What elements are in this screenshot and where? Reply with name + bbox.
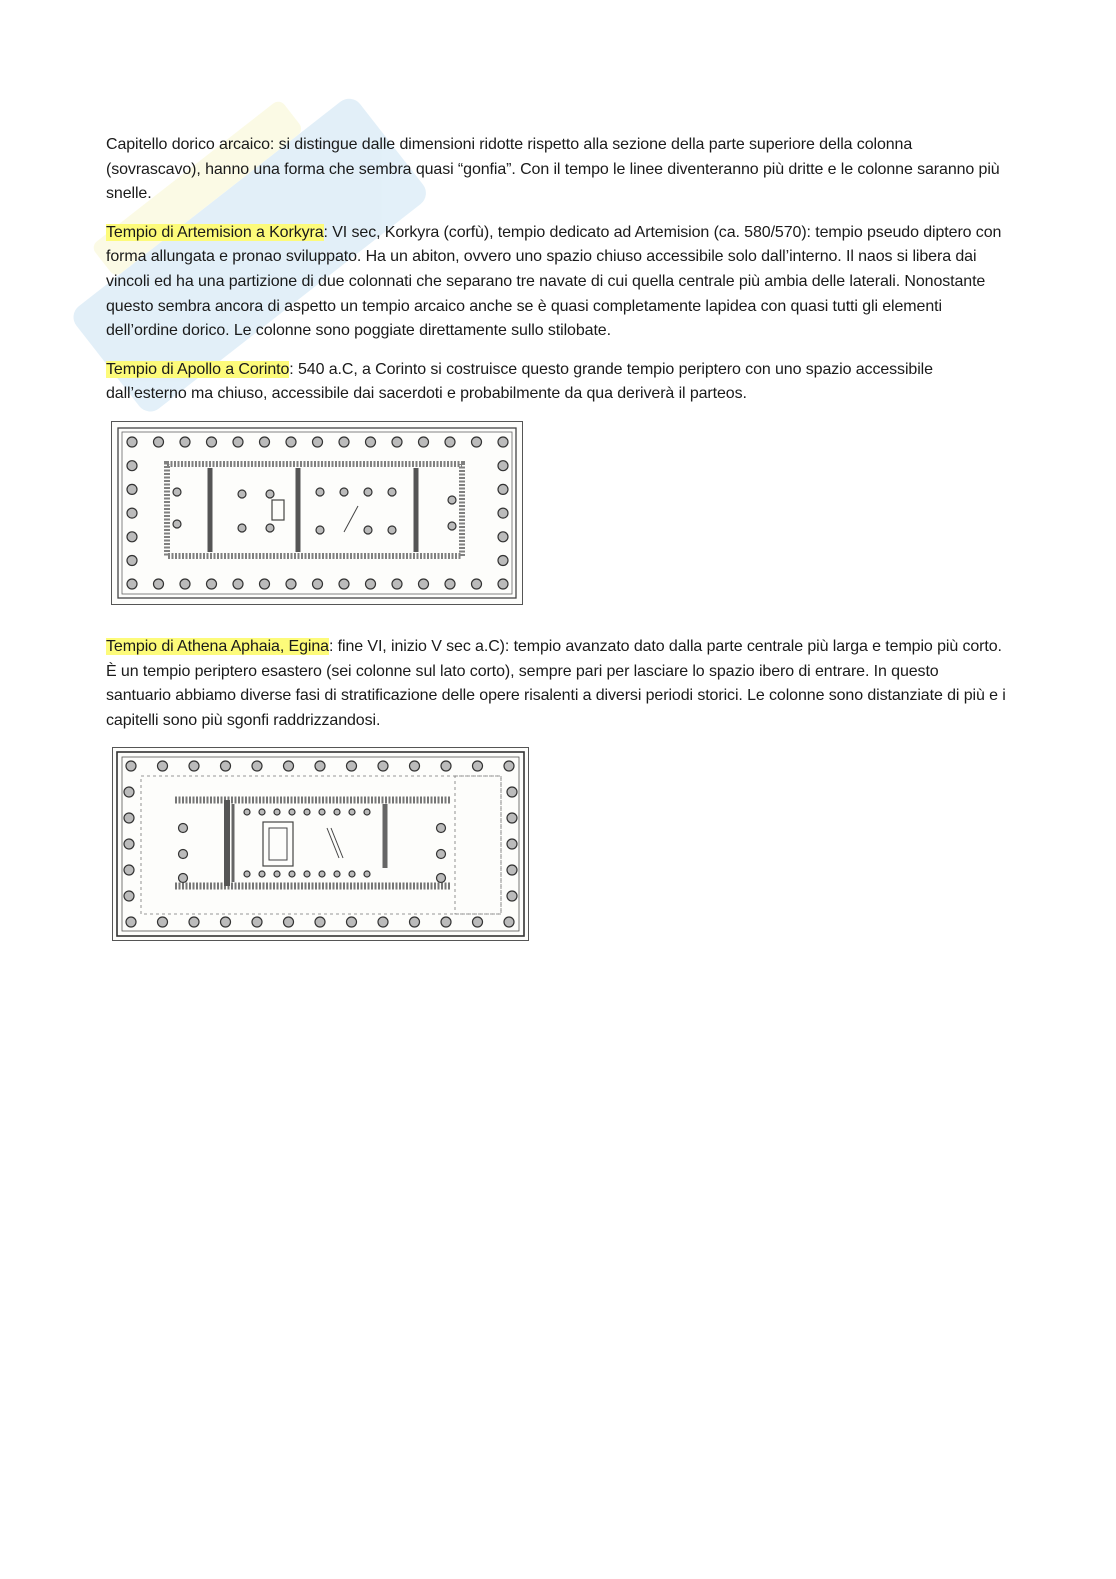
column-mark (410, 917, 420, 927)
column-mark (286, 579, 296, 589)
column-mark (441, 917, 451, 927)
column-mark (441, 761, 451, 771)
highlight-title-artemision: Tempio di Artemision a Korkyra (106, 223, 324, 241)
column-mark (189, 917, 199, 927)
column-mark (315, 917, 325, 927)
column-mark (334, 809, 340, 815)
column-mark (127, 508, 137, 518)
column-mark (313, 437, 323, 447)
column-mark (473, 761, 483, 771)
column-mark (364, 871, 370, 877)
column-mark (366, 437, 376, 447)
column-mark (259, 809, 265, 815)
column-mark (448, 496, 456, 504)
column-mark (316, 526, 324, 534)
column-mark (437, 850, 446, 859)
column-mark (419, 437, 429, 447)
column-mark (498, 461, 508, 471)
column-mark (507, 787, 517, 797)
column-mark (473, 917, 483, 927)
column-mark (507, 891, 517, 901)
column-mark (448, 522, 456, 530)
column-mark (364, 809, 370, 815)
column-mark (124, 865, 134, 875)
column-mark (366, 579, 376, 589)
column-mark (266, 490, 274, 498)
column-mark (158, 917, 168, 927)
column-mark (364, 488, 372, 496)
column-mark (179, 824, 188, 833)
column-mark (339, 579, 349, 589)
column-mark (274, 871, 280, 877)
column-mark (127, 461, 137, 471)
highlight-title-athena: Tempio di Athena Aphaia, Egina (106, 637, 329, 655)
column-mark (221, 917, 231, 927)
column-mark (419, 579, 429, 589)
column-mark (252, 917, 262, 927)
paragraph-capitello: Capitello dorico arcaico: si distingue dalle dimensioni ridotte rispetto alla sezione della parte superiore della colonna (sovrascavo), hanno una forma che sembra quasi “gonfia”. Con il tempo le linee diventeranno più dritte e le colonne saranno più snelle. (106, 136, 1000, 203)
column-mark (339, 437, 349, 447)
column-mark (286, 437, 296, 447)
column-mark (504, 917, 514, 927)
column-mark (238, 524, 246, 532)
column-mark (347, 917, 357, 927)
column-mark (410, 761, 420, 771)
paragraph-artemision (106, 221, 1006, 344)
column-mark (437, 824, 446, 833)
column-mark (392, 579, 402, 589)
column-mark (304, 871, 310, 877)
paragraph-athena (106, 635, 1006, 733)
column-mark (127, 437, 137, 447)
column-mark (126, 917, 136, 927)
column-mark (173, 520, 181, 528)
column-mark (498, 437, 508, 447)
column-mark (179, 850, 188, 859)
column-mark (154, 437, 164, 447)
column-mark (158, 761, 168, 771)
column-mark (340, 488, 348, 496)
column-mark (378, 761, 388, 771)
column-mark (313, 579, 323, 589)
column-mark (315, 761, 325, 771)
column-mark (378, 917, 388, 927)
column-mark (127, 555, 137, 565)
column-mark (498, 555, 508, 565)
column-mark (127, 579, 137, 589)
column-mark (189, 761, 199, 771)
column-mark (173, 488, 181, 496)
text-artemision: : VI sec, Korkyra (corfù), tempio dedicato ad Artemision (ca. 580/570): tempio pseudo diptero con forma allungata e pronao sviluppato. Ha un abiton, ovvero uno spazio chiuso accessibile solo dall’interno. Il naos si libera dai vincoli ed ha una partizione di due colonnati che separano tre navate di cui quella centrale più ambia delle laterali. Nonostante questo sembra ancora di aspetto un tempio arcaico anche se è quasi completamente lapidea con quasi tutti gli elementi dell’ordine dorico. Le colonne sono poggiate direttamente sullo stilobate. (106, 223, 1002, 340)
column-mark (127, 484, 137, 494)
column-mark (238, 490, 246, 498)
column-mark (498, 484, 508, 494)
column-mark (244, 871, 250, 877)
column-mark (392, 437, 402, 447)
column-mark (124, 813, 134, 823)
column-mark (259, 871, 265, 877)
column-mark (364, 526, 372, 534)
column-mark (266, 524, 274, 532)
column-mark (289, 871, 295, 877)
column-mark (319, 871, 325, 877)
column-mark (304, 809, 310, 815)
text-apollo: : 540 a.C, a Corinto si costruisce questo grande tempio periptero con uno spazio accessibile dall’esterno ma chiuso, accessibile dai sacerdoti e probabilmente da qua deriverà il parteos. (106, 360, 933, 403)
column-mark (349, 809, 355, 815)
column-mark (319, 809, 325, 815)
column-mark (388, 488, 396, 496)
column-mark (498, 532, 508, 542)
column-mark (445, 437, 455, 447)
column-mark (437, 874, 446, 883)
column-mark (260, 579, 270, 589)
column-mark (498, 579, 508, 589)
column-mark (244, 809, 250, 815)
column-mark (207, 437, 217, 447)
column-mark (127, 532, 137, 542)
text-athena: : fine VI, inizio V sec a.C): tempio avanzato dato dalla parte centrale più larga e tempio più corto. È un tempio periptero esastero (sei colonne sul lato corto), sempre pari per lasciare lo spazio ibero di entrare. In questo santuario abbiamo diverse fasi di stratificazione delle opere risalenti a diversi periodi storici. Le colonne sono distanziate di più e i capitelli sono più sgonfi raddrizzandosi. (106, 637, 1006, 729)
column-mark (507, 839, 517, 849)
column-mark (472, 579, 482, 589)
floor-plan-apollo-corinto (111, 421, 523, 605)
column-mark (498, 508, 508, 518)
column-mark (260, 437, 270, 447)
floor-plan-athena-egina (112, 747, 529, 941)
document-body (106, 133, 1006, 941)
column-mark (507, 813, 517, 823)
column-mark (316, 488, 324, 496)
column-mark (347, 761, 357, 771)
column-mark (349, 871, 355, 877)
column-mark (180, 437, 190, 447)
column-mark (284, 761, 294, 771)
paragraph-apollo (106, 358, 1006, 407)
column-mark (221, 761, 231, 771)
column-mark (233, 437, 243, 447)
column-mark (445, 579, 455, 589)
highlight-title-apollo: Tempio di Apollo a Corinto (106, 360, 290, 378)
column-mark (124, 891, 134, 901)
column-mark (179, 874, 188, 883)
column-mark (289, 809, 295, 815)
column-mark (334, 871, 340, 877)
column-mark (124, 787, 134, 797)
column-mark (504, 761, 514, 771)
column-mark (388, 526, 396, 534)
column-mark (233, 579, 243, 589)
column-mark (284, 917, 294, 927)
column-mark (180, 579, 190, 589)
column-mark (154, 579, 164, 589)
column-mark (207, 579, 217, 589)
column-mark (124, 839, 134, 849)
column-mark (472, 437, 482, 447)
column-mark (252, 761, 262, 771)
column-mark (274, 809, 280, 815)
column-mark (126, 761, 136, 771)
column-mark (507, 865, 517, 875)
